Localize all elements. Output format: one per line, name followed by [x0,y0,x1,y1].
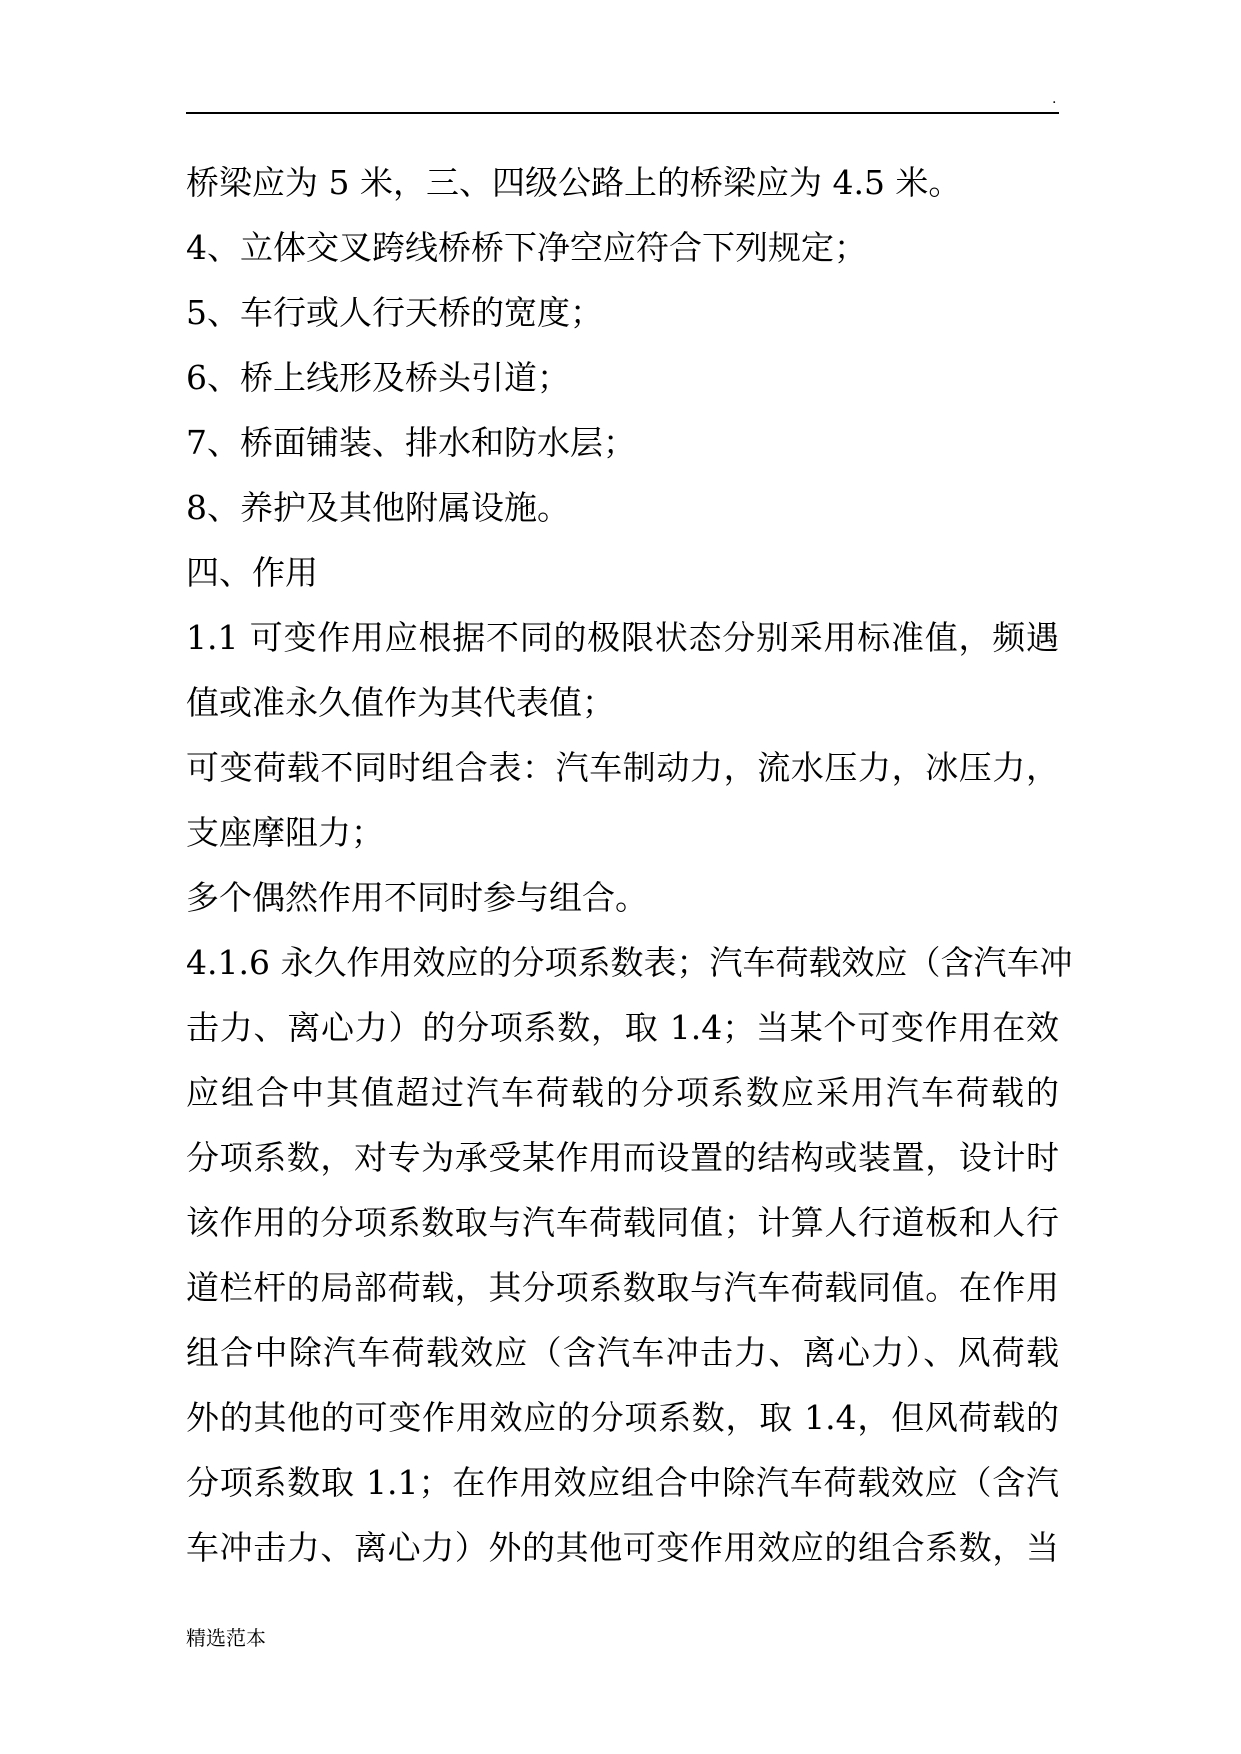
text-line: 应组合中其值超过汽车荷载的分项系数应采用汽车荷载的 [186,1073,1059,1112]
text-line: 道栏杆的局部荷载，其分项系数取与汽车荷载同值。在作用 [186,1268,1059,1307]
text-line: 可变荷载不同时组合表：汽车制动力，流水压力，冰压力， [186,748,1059,787]
header-dot: . [1052,91,1057,107]
header-rule [186,112,1059,114]
text-line: 击力、离心力）的分项系数，取 1.4；当某个可变作用在效 [186,1008,1059,1047]
footer-text: 精选范本 [186,1626,266,1650]
text-line: 1.1 可变作用应根据不同的极限状态分别采用标准值，频遇 [186,618,1059,657]
text-line: 组合中除汽车荷载效应（含汽车冲击力、离心力）、风荷载 [186,1333,1059,1372]
text-line: 7、桥面铺装、排水和防水层； [186,423,636,462]
text-line: 该作用的分项系数取与汽车荷载同值；计算人行道板和人行 [186,1203,1059,1242]
text-line: 8、养护及其他附属设施。 [186,488,570,527]
text-line: 4.1.6 永久作用效应的分项系数表；汽车荷载效应（含汽车冲 [186,943,1073,982]
text-line: 桥梁应为 5 米，三、四级公路上的桥梁应为 4.5 米。 [186,163,962,202]
text-line: 分项系数取 1.1；在作用效应组合中除汽车荷载效应（含汽 [186,1463,1059,1502]
text-line: 多个偶然作用不同时参与组合。 [186,878,648,917]
text-line: 支座摩阻力； [186,813,384,852]
text-line: 值或准永久值作为其代表值； [186,683,615,722]
section-heading: 四、作用 [186,553,318,592]
text-line: 5、车行或人行天桥的宽度； [186,293,603,332]
text-line: 外的其他的可变作用效应的分项系数，取 1.4，但风荷载的 [186,1398,1059,1437]
text-line: 6、桥上线形及桥头引道； [186,358,570,397]
text-line: 4、立体交叉跨线桥桥下净空应符合下列规定； [186,228,867,267]
text-line: 分项系数，对专为承受某作用而设置的结构或装置，设计时 [186,1138,1059,1177]
text-line: 车冲击力、离心力）外的其他可变作用效应的组合系数，当 [186,1528,1059,1567]
document-body [186,150,1073,1580]
